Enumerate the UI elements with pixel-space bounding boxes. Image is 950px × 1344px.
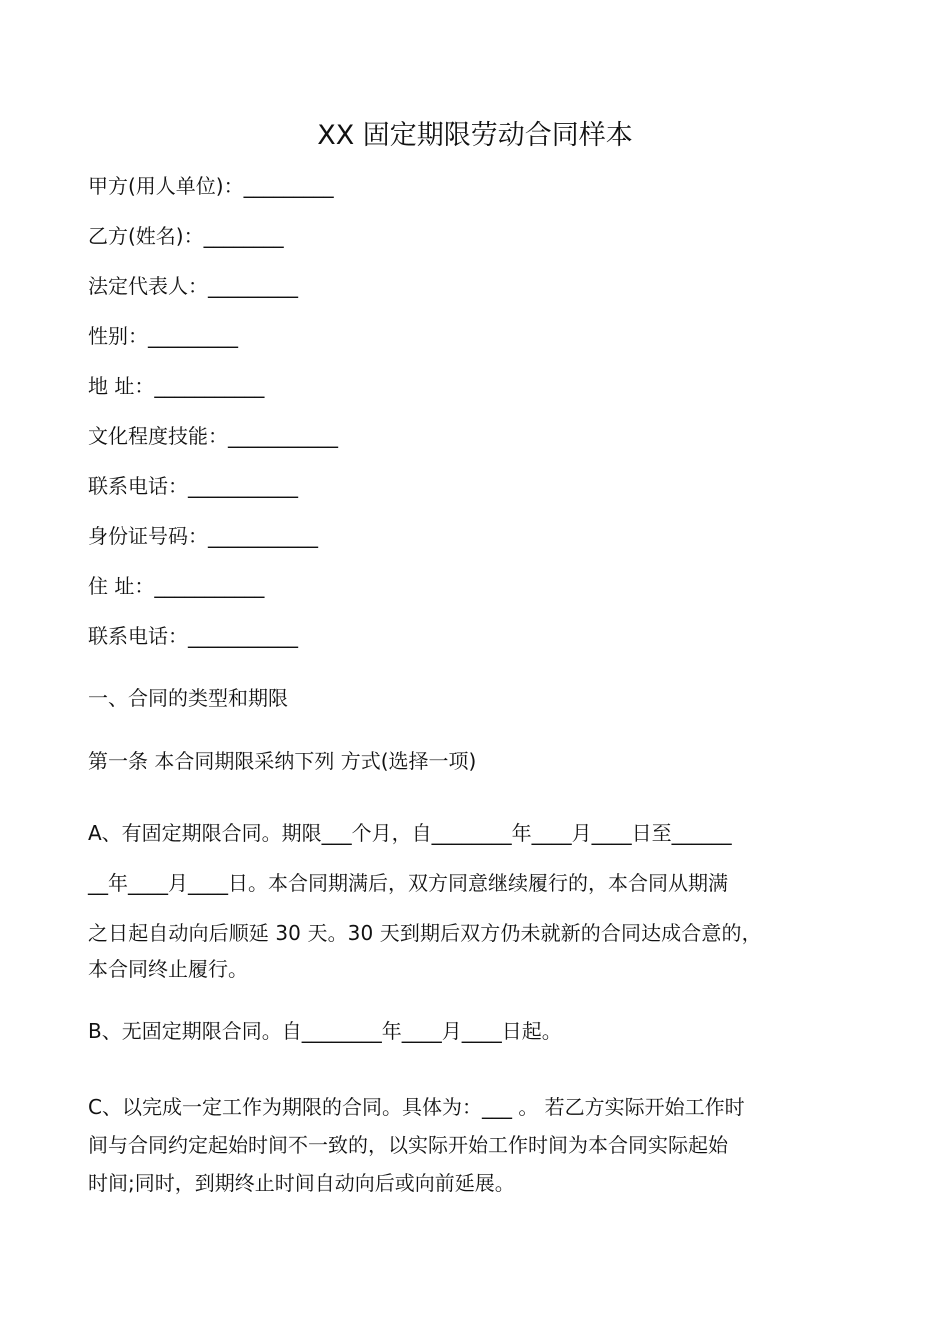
field-blank: _________ [243,174,334,198]
field-residence [88,567,888,617]
field-phone-2 [88,617,888,667]
field-education-skills [88,417,888,467]
section-heading-one: 一、合同的类型和期限 [88,686,288,710]
field-label: 地 址： [88,374,155,398]
field-blank: ___________ [228,424,338,448]
option-c-line: 时间;同时，到期终止时间自动向后或向前延展。 [88,1171,515,1195]
field-blank: _________ [208,274,298,298]
option-a-line: 本合同终止履行。 [88,957,248,981]
option-a-line: A、有固定期限合同。期限___个月，自________年____月____日至______ [88,821,732,845]
article-one: 第一条 本合同期限采纳下列 方式(选择一项) [88,749,477,773]
option-a-paragraph [88,814,888,988]
field-label: 住 址： [88,574,155,598]
field-blank: ___________ [154,574,265,598]
field-blank: _________ [148,324,238,348]
document-title: XX 固定期限劳动合同样本 [317,120,633,151]
field-label: 联系电话： [88,624,188,648]
field-blank: ___________ [188,624,298,648]
option-c-line: 间与合同约定起始时间不一致的，以实际开始工作时间为本合同实际起始 [88,1133,728,1157]
option-c-paragraph [88,1088,888,1202]
field-label: 身份证号码： [88,524,208,548]
field-phone [88,467,888,517]
party-info-fields [88,167,888,667]
field-blank: ________ [203,224,284,248]
option-a-line: 之日起自动向后顺延 30 天。30 天到期后双方仍未就新的合同达成合意的， [88,921,762,945]
field-employee-name [88,217,888,267]
field-address [88,367,888,417]
field-blank: ___________ [208,524,318,548]
option-c-line: C、以完成一定工作为期限的合同。具体为：___ 。 若乙方实际开始工作时 [88,1095,745,1119]
option-a-line: __年____月____日。本合同期满后，双方同意继续履行的，本合同从期满 [88,871,728,895]
field-blank: ___________ [154,374,265,398]
option-b-paragraph: B、无固定期限合同。自________年____月____日起。 [88,1019,562,1043]
field-label: 联系电话： [88,474,188,498]
field-label: 文化程度技能： [88,424,228,448]
field-legal-representative [88,267,888,317]
field-gender [88,317,888,367]
field-employer [88,167,888,217]
field-blank: ___________ [188,474,298,498]
field-label: 甲方(用人单位)： [88,174,244,198]
field-label: 法定代表人： [88,274,208,298]
field-id-number [88,517,888,567]
field-label: 性别： [88,324,148,348]
field-label: 乙方(姓名)： [88,224,204,248]
